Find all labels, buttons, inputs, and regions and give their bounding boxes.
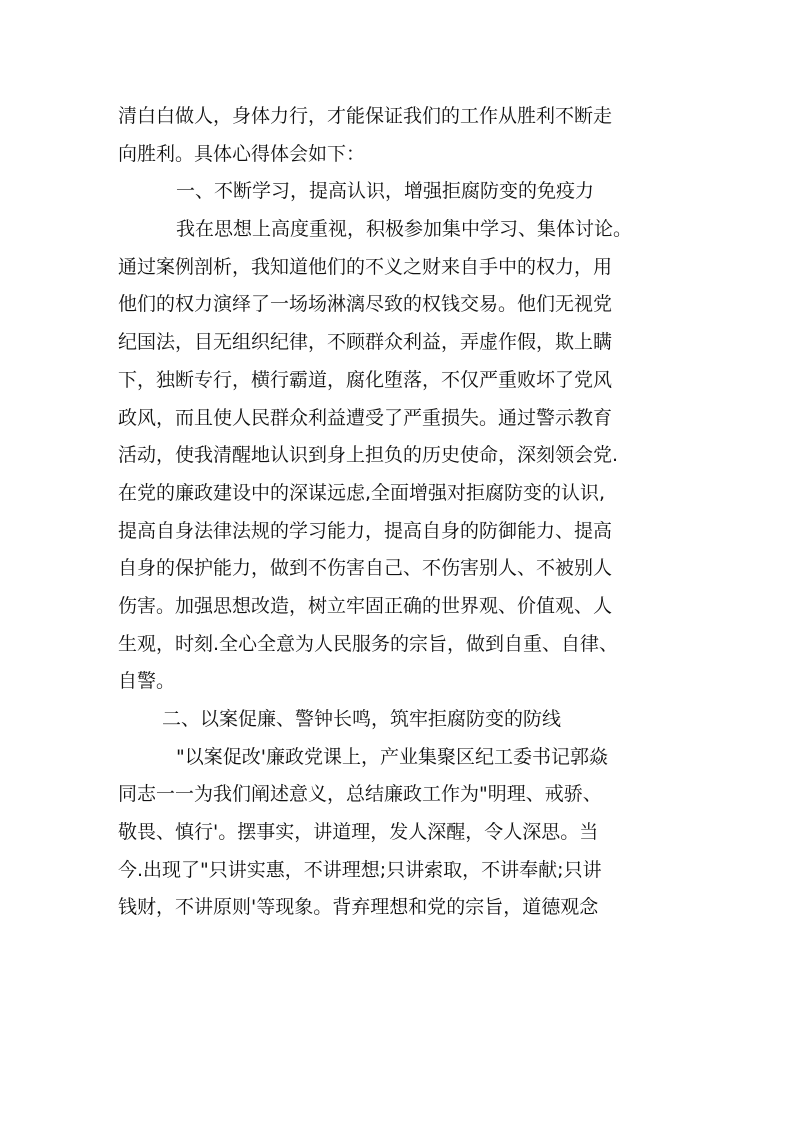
body-line: 他们的权力演绎了一场场淋漓尽致的权钱交易。他们无视党: [118, 293, 613, 316]
document-body: [118, 98, 678, 927]
body-line: 自警。: [118, 670, 176, 693]
body-line: 我在思想上高度重视，积极参加集中学习、集体讨论。: [176, 218, 633, 241]
body-line: 向胜利。具体心得体会如下：: [118, 142, 366, 165]
body-line: 提高自身法律法规的学习能力，提高自身的防御能力、提高: [118, 519, 613, 542]
body-line: 纪国法，目无组织纪律，不顾群众利益，弄虚作假，欺上瞒: [118, 331, 613, 354]
body-line: 敬畏、慎行'。摆事实，讲道理，发人深醒，令人深思。当: [118, 821, 599, 844]
body-line: 清白白做人，身体力行，才能保证我们的工作从胜利不断走: [118, 105, 613, 127]
body-line: "以案促改'廉政党课上，产业集聚区纪工委书记郭焱: [176, 745, 608, 768]
body-line: 今.出现了"只讲实惠，不讲理想;只讲索取，不讲奉献;只讲: [118, 858, 602, 881]
body-line: 同志一一为我们阐述意义，总结廉政工作为"明理、戒骄、: [118, 783, 602, 806]
body-line: 政风，而且使人民群众利益遭受了严重损失。通过警示教育: [118, 406, 613, 429]
body-line: 通过案例剖析，我知道他们的不义之财来自手中的权力，用: [118, 255, 613, 278]
body-line: 生观，时刻.全心全意为人民服务的宗旨，做到自重、自律、: [118, 632, 619, 655]
body-line: 在党的廉政建设中的深谋远虑,全面增强对拒腐防变的认识,: [118, 481, 606, 504]
body-line: 活动，使我清醒地认识到身上担负的历史使命，深刻领会党.: [118, 444, 619, 467]
body-line: 伤害。加强思想改造，树立牢固正确的世界观、价值观、人: [118, 594, 613, 617]
section-heading-2: 二、以案促廉、警钟长鸣，筑牢拒腐防变的防线: [162, 708, 562, 730]
section-heading-1: 一、不断学习，提高认识，增强拒腐防变的免疫力: [176, 180, 595, 203]
body-line: 自身的保护能力，做到不伤害自己、不伤害别人、不被别人: [118, 557, 613, 580]
body-line: 下，独断专行，横行霸道，腐化堕落，不仅严重败坏了党风: [118, 368, 613, 391]
body-line: 钱财，不讲原则'等现象。背弃理想和党的宗旨，道德观念: [118, 896, 599, 919]
